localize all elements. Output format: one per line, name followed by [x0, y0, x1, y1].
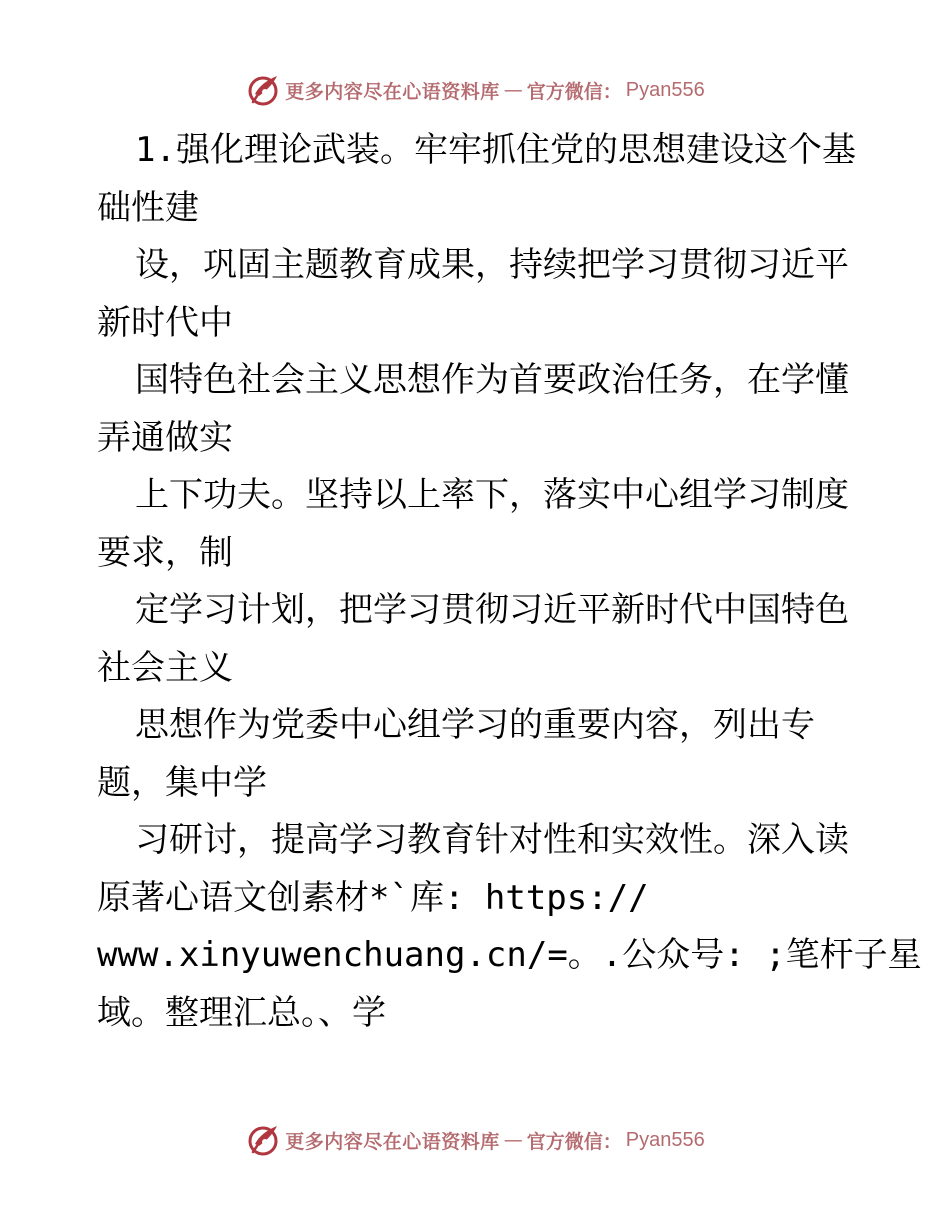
header-wechat-id: Pyan556 [625, 78, 705, 101]
body-line: 习研讨，提高学习教育针对性和实效性。深入读 [135, 820, 849, 860]
body-line: www.xinyuwenchuang.cn/=。.公众号: ;笔杆子星 [97, 935, 922, 975]
body-line: 社会主义 [97, 647, 233, 688]
footer-wechat-id: Pyan556 [625, 1128, 705, 1151]
header-banner [0, 70, 950, 110]
footer-banner-content [245, 1122, 705, 1158]
footer-site-text: 更多内容尽在心语资料库 [285, 1130, 500, 1153]
body-line: 思想作为党委中心组学习的重要内容，列出专 [135, 705, 815, 745]
body-line: 设，巩固主题教育成果，持续把学习贯彻习近平 [135, 245, 849, 285]
body-line: 原著心语文创素材*`库: https:// [97, 877, 649, 918]
quill-pen-logo-icon [245, 72, 281, 108]
document-body [97, 122, 922, 1042]
header-site-text: 更多内容尽在心语资料库 [285, 80, 500, 103]
body-line: 1.强化理论武装。牢牢抓住党的思想建设这个基 [135, 130, 856, 170]
body-line: 题，集中学 [97, 762, 267, 803]
body-line: 上下功夫。坚持以上率下，落实中心组学习制度 [135, 475, 849, 515]
body-line: 域。整理汇总。、学 [97, 992, 386, 1033]
footer-banner [0, 1120, 950, 1160]
body-line: 国特色社会主义思想作为首要政治任务，在学懂 [135, 360, 849, 400]
body-line: 础性建 [97, 187, 199, 228]
footer-separator: — [503, 1129, 523, 1151]
header-wechat-label: 官方微信： [526, 80, 622, 103]
body-line: 定学习计划，把学习贯彻习近平新时代中国特色 [135, 590, 849, 630]
header-banner-content [245, 72, 705, 108]
header-separator: — [503, 79, 523, 101]
body-line: 弄通做实 [97, 417, 233, 458]
body-line: 新时代中 [97, 302, 233, 343]
body-line: 要求，制 [97, 532, 233, 573]
quill-pen-logo-icon [245, 1122, 281, 1158]
footer-wechat-label: 官方微信： [526, 1130, 622, 1153]
